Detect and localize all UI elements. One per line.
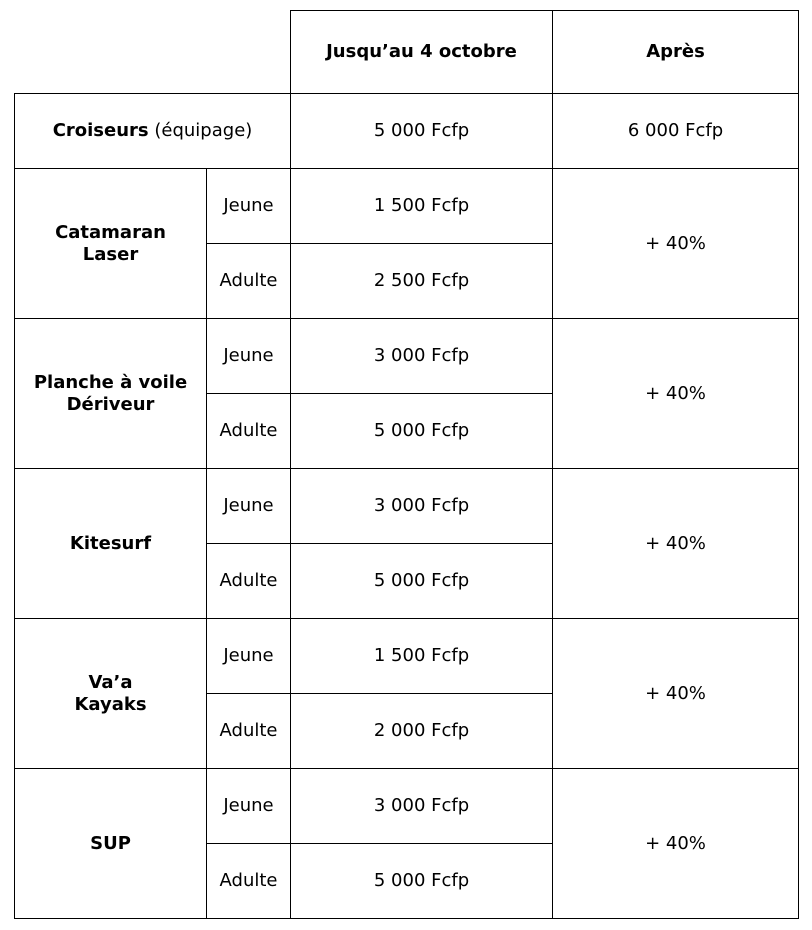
price-after-increase: + 40% (553, 169, 799, 319)
header-row (15, 11, 799, 94)
price-after-increase: + 40% (553, 619, 799, 769)
category-line: Dériveur (66, 393, 155, 415)
price-after-increase: + 40% (553, 319, 799, 469)
price-table (14, 10, 799, 919)
category-cell (15, 169, 207, 319)
category-line: Kitesurf (69, 532, 152, 554)
price-adulte: 5 000 Fcfp (291, 544, 553, 619)
age-label-adulte: Adulte (207, 244, 291, 319)
age-label-jeune: Jeune (207, 619, 291, 694)
price-adulte: 2 500 Fcfp (291, 244, 553, 319)
price-after-increase: + 40% (553, 469, 799, 619)
group-row-jeune (15, 169, 799, 244)
age-label-jeune: Jeune (207, 169, 291, 244)
category-line: Va’a (88, 671, 133, 693)
group-row-jeune (15, 319, 799, 394)
category-cell (15, 469, 207, 619)
price-jeune: 1 500 Fcfp (291, 169, 553, 244)
age-label-jeune: Jeune (207, 319, 291, 394)
price-jeune: 3 000 Fcfp (291, 469, 553, 544)
empty-corner-cell (15, 11, 291, 94)
age-label-adulte: Adulte (207, 694, 291, 769)
croiseurs-row (15, 94, 799, 169)
price-adulte: 2 000 Fcfp (291, 694, 553, 769)
price-adulte: 5 000 Fcfp (291, 844, 553, 919)
age-label-adulte: Adulte (207, 394, 291, 469)
category-line: Planche à voile (33, 371, 188, 393)
croiseurs-label: Croiseurs (52, 120, 149, 142)
group-row-jeune (15, 769, 799, 844)
category-line: Kayaks (74, 693, 147, 715)
category-cell (15, 769, 207, 919)
croiseurs-price-before: 5 000 Fcfp (291, 94, 553, 169)
croiseurs-label-cell (15, 94, 291, 169)
group-row-jeune (15, 619, 799, 694)
price-adulte: 5 000 Fcfp (291, 394, 553, 469)
category-cell (15, 319, 207, 469)
header-before-date: Jusqu’au 4 octobre (291, 11, 553, 94)
category-line: Catamaran (55, 221, 166, 243)
price-jeune: 3 000 Fcfp (291, 319, 553, 394)
header-after-date: Après (553, 11, 799, 94)
age-label-jeune: Jeune (207, 469, 291, 544)
age-label-adulte: Adulte (207, 544, 291, 619)
price-jeune: 1 500 Fcfp (291, 619, 553, 694)
price-jeune: 3 000 Fcfp (291, 769, 553, 844)
category-cell (15, 619, 207, 769)
category-line: SUP (90, 832, 131, 854)
croiseurs-note: (équipage) (154, 120, 253, 142)
group-row-jeune (15, 469, 799, 544)
price-after-increase: + 40% (553, 769, 799, 919)
croiseurs-price-after: 6 000 Fcfp (553, 94, 799, 169)
category-line: Laser (82, 243, 139, 265)
age-label-adulte: Adulte (207, 844, 291, 919)
age-label-jeune: Jeune (207, 769, 291, 844)
